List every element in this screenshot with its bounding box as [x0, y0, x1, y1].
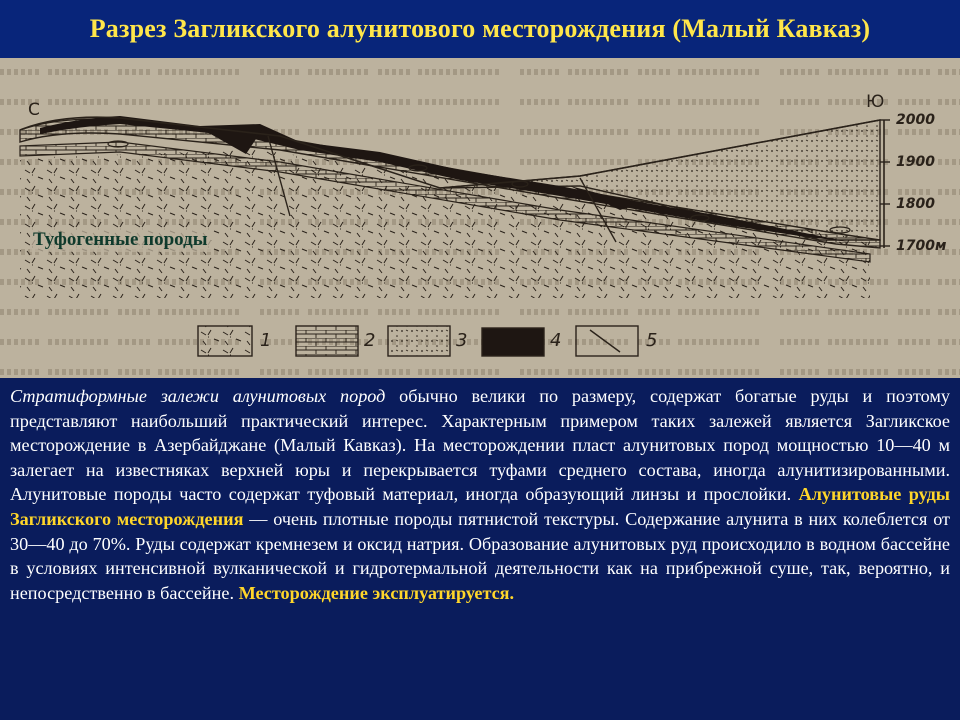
legend-box-4: [482, 328, 544, 356]
north-direction-label: С: [28, 100, 40, 120]
tuff-rocks-label: Туфогенные породы: [30, 228, 211, 252]
text-part-2: — очень плотные породы пятнистой текстуры. Содержание алунита в них колеблется от 30—40 до 70%. Руды содержат кремнезем и оксид натрия. Образование алунитовых руд происходило в водном бассейне в условиях интенсивной вулканической и гидротермальной деятельности как на прибрежной суше, так, вероятно, и непосредственно в бассейне.: [10, 508, 950, 603]
text-part-1: обычно велики по размеру, содержат богатые руды и поэтому представляют наибольший практический интерес. Характерным примером таких залежей является Загликское месторождение в Азербайджане (Малый Кавказ). На месторождении пласт алунитовых пород мощностью 10—40 м залегает на известняках верхней юры и перекрывается туфами среднего состава, иногда алунитизированными. Алунитовые породы часто содержат туфовый материал, иногда образующий линзы и прослойки.: [10, 386, 950, 505]
legend-number: 4: [550, 330, 562, 351]
elevation-label: 1900: [896, 154, 935, 170]
elevation-label: 1700м: [896, 238, 947, 254]
slide-title: Разрез Загликского алунитового месторождения (Малый Кавказ): [89, 14, 871, 43]
legend-number: 5: [646, 330, 658, 351]
legend-box-1: [198, 326, 252, 356]
cross-section-figure: [0, 58, 960, 378]
elevation-label: 2000: [896, 112, 935, 128]
legend-box-2: [296, 326, 358, 356]
legend-number: 1: [260, 330, 272, 351]
highlight-exploited-phrase: Месторождение эксплуатируется.: [238, 582, 515, 603]
description-text-block: [0, 378, 960, 720]
elevation-label: 1800: [896, 196, 935, 212]
south-direction-label: Ю: [866, 92, 885, 112]
legend-number: 3: [456, 330, 468, 351]
cross-section-svg: [0, 58, 960, 378]
intro-italic-phrase: Стратиформные залежи алунитовых пород: [10, 386, 386, 406]
legend-number: 2: [364, 330, 376, 351]
title-bar: [0, 0, 960, 58]
description-paragraph: [0, 378, 960, 605]
highlight-ore-phrase: Алунитовые руды Загликского месторождения: [10, 484, 951, 529]
legend-box-3: [388, 326, 450, 356]
